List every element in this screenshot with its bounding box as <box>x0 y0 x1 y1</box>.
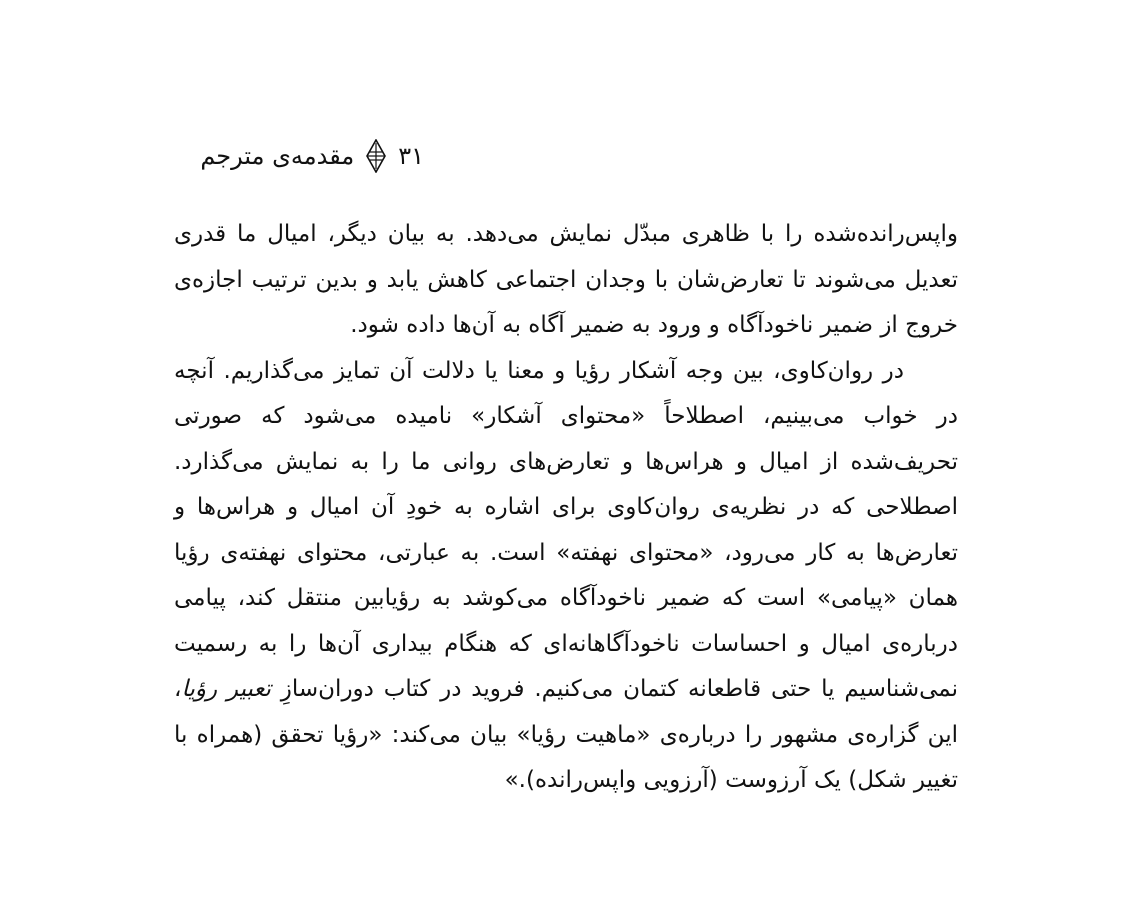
section-title: مقدمه‌ی مترجم <box>200 142 355 170</box>
book-title: تعبیر رؤیا <box>181 676 271 702</box>
paragraph-2-text-after: ، این گزاره‌ی مشهور را درباره‌ی «ماهیت رؤیا» بیان می‌کند: «رؤیا تحقق (همراه با تغییر شکل) یک آرزوست (آرزویی واپس‌رانده).» <box>174 676 958 793</box>
running-header <box>174 132 424 180</box>
paragraph-2-text-before: در روان‌کاوی، بین وجه آشکار رؤیا و معنا یا دلالت آن تمایز می‌گذاریم. آنچه در خواب می‌بینیم، اصطلاحاً «محتوای آشکار» نامیده می‌شود که صورتی تحریف‌شده از امیال و هراس‌ها و تعارض‌های روانی ما را به نمایش می‌گذارد. اصطلاحی که در نظریه‌ی روان‌کاوی برای اشاره به خودِ آن امیال و هراس‌ها و تعارض‌ها به کار می‌رود، «محتوای نهفته» است. به عبارتی، محتوای نهفته‌ی رؤیا همان «پیامی» است که ضمیر ناخودآگاه می‌کوشد به رؤیابین منتقل کند، پیامی درباره‌ی امیال و احساسات ناخودآگاهانه‌ای که هنگام بیداری آن‌ها را به رسمیت نمی‌شناسیم یا حتی قاطعانه کتمان می‌کنیم. فروید در کتاب دوران‌سازِ <box>174 357 958 702</box>
paragraph-2 <box>174 349 958 804</box>
diamond-ornament-icon <box>364 138 388 174</box>
body-text <box>174 212 958 804</box>
page-number: ۳۱ <box>398 142 424 170</box>
paragraph-1: واپس‌رانده‌شده را با ظاهری مبدّل نمایش می‌دهد. به بیان دیگر، امیال ما قدری تعدیل می‌شوند تا تعارض‌شان با وجدان اجتماعی کاهش یابد و بدین ترتیب اجازه‌ی خروج از ضمیر ناخودآگاه و ورود به ضمیر آگاه به آن‌ها داده شود. <box>174 221 958 338</box>
